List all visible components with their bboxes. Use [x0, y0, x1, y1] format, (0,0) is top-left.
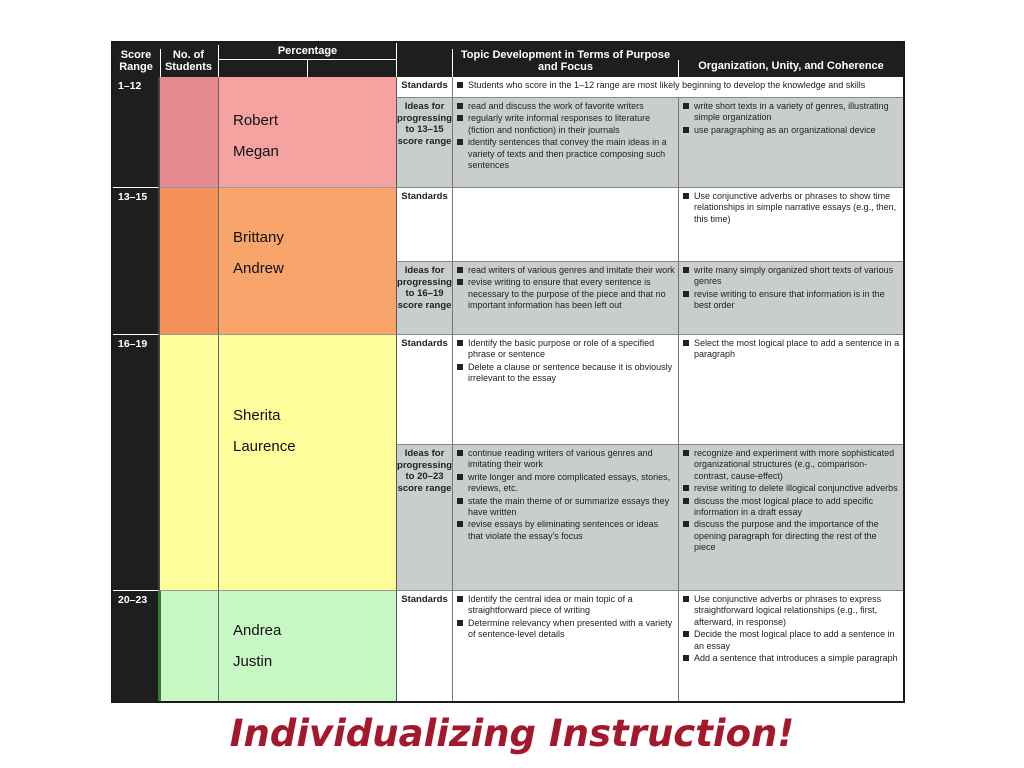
names-group-3	[233, 400, 296, 462]
label-standards: Standards	[396, 77, 452, 98]
score-range-13-15: 13–15	[113, 188, 158, 335]
students-cell-orange	[158, 188, 218, 335]
standards-topic-band-3	[452, 335, 678, 445]
idea-item: read and discuss the work of favorite writers	[455, 101, 675, 112]
student-name: Megan	[233, 143, 279, 160]
standards-org-band-2	[678, 188, 903, 262]
standard-item: Decide the most logical place to add a sentence in an essay	[681, 629, 900, 652]
students-cell-yellow	[158, 335, 218, 591]
standard-item: Use conjunctive adverbs or phrases to show time relationships in simple narrative essays (e.g., then, this time)	[681, 191, 900, 225]
label-standards: Standards	[396, 591, 452, 703]
idea-item: revise essays by eliminating sentences or ideas that violate the essay's focus	[455, 519, 675, 542]
label-ideas-3: Ideas for progressing to 20–23 score range	[396, 445, 452, 591]
standards-topic-band-2	[452, 188, 678, 262]
label-standards: Standards	[396, 335, 452, 445]
student-name: Justin	[233, 653, 273, 670]
header-topic: Topic Development in Terms of Purpose and Focus	[452, 49, 678, 77]
names-group-2	[233, 222, 284, 284]
students-cell-green	[158, 591, 218, 703]
names-group-4	[233, 615, 281, 677]
idea-item: revise writing to ensure that information is in the best order	[681, 289, 900, 312]
idea-item: identify sentences that convey the main ideas in a variety of texts and then practice composing such sentences	[455, 137, 675, 171]
label-ideas-2: Ideas for progressing to 16–19 score range	[396, 262, 452, 335]
header-score-range: Score Range	[119, 49, 153, 73]
idea-item: write short texts in a variety of genres, illustrating simple organization	[681, 101, 900, 124]
label-standards: Standards	[396, 188, 452, 262]
ideas-org-band-1	[678, 98, 903, 188]
student-name: Andrea	[233, 622, 282, 639]
percentage-cell-yellow	[218, 335, 396, 591]
names-group-1	[233, 105, 279, 167]
ideas-topic-band-2	[452, 262, 678, 335]
standard-item: Students who score in the 1–12 range are most likely beginning to develop the knowledge and skills	[455, 80, 900, 91]
standards-band-1	[452, 77, 903, 98]
student-name: Brittany	[233, 229, 284, 246]
header-percentage: Percentage	[218, 45, 396, 60]
student-name: Robert	[233, 112, 279, 129]
score-range-16-19: 16–19	[113, 335, 158, 591]
standards-org-band-3	[678, 335, 903, 445]
slide-title: Individualizing Instruction!	[229, 712, 795, 755]
header-organization: Organization, Unity, and Coherence	[678, 60, 903, 77]
label-ideas-1: Ideas for progressing to 13–15 score range	[396, 98, 452, 188]
students-cell-red	[158, 77, 218, 188]
header-label-col	[396, 43, 452, 77]
student-name: Laurence	[233, 438, 296, 455]
standard-item: Identify the basic purpose or role of a specified phrase or sentence	[455, 338, 675, 361]
header-no-students: No. of Students	[160, 49, 216, 77]
idea-item: read writers of various genres and imitate their work	[455, 265, 675, 276]
idea-item: recognize and experiment with more sophisticated organizational structures (e.g., comparison-contrast, cause-effect)	[681, 448, 900, 482]
idea-item: regularly write informal responses to literature (fiction and nonfiction) in their journals	[455, 113, 675, 136]
rubric-table	[111, 41, 905, 703]
idea-item: continue reading writers of various genres and imitating their work	[455, 448, 675, 471]
standards-org-band-4	[678, 591, 903, 703]
idea-item: use paragraphing as an organizational device	[681, 125, 900, 136]
student-name: Sherita	[233, 407, 281, 424]
standard-item: Select the most logical place to add a sentence in a paragraph	[681, 338, 900, 361]
standard-item: Identify the central idea or main topic of a straightforward piece of writing	[455, 594, 675, 617]
standard-item: Use conjunctive adverbs or phrases to express straightforward logical relationships (e.g., first, afterward, in response)	[681, 594, 900, 628]
student-name: Andrew	[233, 260, 284, 277]
idea-item: discuss the most logical place to add specific information in a draft essay	[681, 496, 900, 519]
idea-item: write many simply organized short texts of various genres	[681, 265, 900, 288]
idea-item: write longer and more complicated essays, stories, reviews, etc.	[455, 472, 675, 495]
ideas-topic-band-1	[452, 98, 678, 188]
ideas-org-band-3	[678, 445, 903, 591]
header-percentage-sub-2	[307, 60, 396, 77]
ideas-org-band-2	[678, 262, 903, 335]
standard-item: Add a sentence that introduces a simple paragraph	[681, 653, 900, 664]
ideas-topic-band-3	[452, 445, 678, 591]
standards-topic-band-4	[452, 591, 678, 703]
score-range-20-23: 20–23	[113, 591, 158, 703]
idea-item: discuss the purpose and the importance of the opening paragraph for directing the rest of the piece	[681, 519, 900, 553]
standard-item: Determine relevancy when presented with a variety of sentence-level details	[455, 618, 675, 641]
score-range-1-12: 1–12	[113, 77, 158, 188]
header-percentage-sub-1	[218, 60, 307, 77]
idea-item: revise writing to ensure that every sentence is necessary to the purpose of the piece and that no important information has been left out	[455, 277, 675, 311]
standard-item: Delete a clause or sentence because it is obviously irrelevant to the essay	[455, 362, 675, 385]
idea-item: state the main theme of or summarize essays they have written	[455, 496, 675, 519]
idea-item: revise writing to delete illogical conjunctive adverbs	[681, 483, 900, 494]
